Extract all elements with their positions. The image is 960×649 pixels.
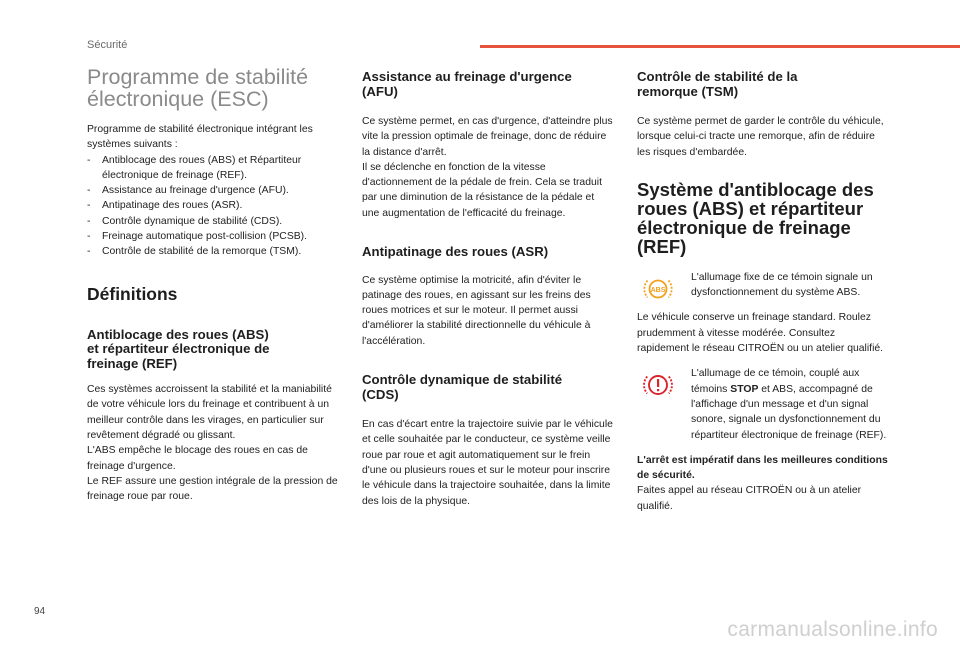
call-network-text: Faites appel au réseau CITROËN ou à un atelier qualifié. xyxy=(637,485,862,512)
abs-paragraph-2: L'ABS empêche le blocage des roues en cas de freinage d'urgence. xyxy=(87,445,308,472)
column-1 xyxy=(87,66,339,505)
abs-ref-system-heading: Système d'antiblocage des roues (ABS) et répartiteur électronique de freinage (REF) xyxy=(637,178,874,257)
abs-icon-label: ABS xyxy=(650,286,666,294)
esc-intro: Programme de stabilité électronique intégrant les systèmes suivants : xyxy=(87,124,313,151)
stop-imperative-text: L'arrêt est impératif dans les meilleures conditions de sécurité. xyxy=(637,454,888,482)
list-item: - Freinage automatique post-collision (PCSB). xyxy=(87,229,339,244)
abs-warning-light-icon xyxy=(641,272,675,306)
chapter-title: Programme de stabilité électronique (ESC) xyxy=(87,65,309,111)
afu-heading: Assistance au freinage d'urgence (AFU) xyxy=(362,69,572,99)
watermark: carmanualsonline.info xyxy=(727,618,938,641)
list-item: - Assistance au freinage d'urgence (AFU). xyxy=(87,183,339,198)
list-item: - Contrôle dynamique de stabilité (CDS). xyxy=(87,214,339,229)
asr-heading: Antipatinage des roues (ASR) xyxy=(362,244,549,260)
tsm-heading: Contrôle de stabilité de la remorque (TSM) xyxy=(637,69,798,99)
section-label: Sécurité xyxy=(87,39,128,51)
abs-paragraph-3: Le REF assure une gestion intégrale de la pression de freinage roue par roue. xyxy=(87,475,338,503)
brake-warning-light-icon xyxy=(641,368,675,402)
ref-warning-text: L'allumage de ce témoin, couplé aux témoins STOP et ABS, accompagné de l'affichage d'un message et d'un signal sonore, signale un dysfonctionnement du répartiteur électronique de freinage (REF). xyxy=(691,368,887,441)
standard-braking-paragraph: Le véhicule conserve un freinage standard. Roulez prudemment à vitesse modérée. Consultez rapidement le réseau CITROËN ou un atelier qualifié. xyxy=(637,312,884,355)
abs-paragraph-1: Ces systèmes accroissent la stabilité et la maniabilité de votre véhicule lors du freinage et contribuent à un meilleur contrôle dans les virages, en particulier sur revêtement dégradé ou glissant. xyxy=(87,384,332,442)
afu-paragraph-1: Ce système permet, en cas d'urgence, d'atteindre plus vite la pression optimale de freinage, donc de réduire la distance d'arrêt. xyxy=(362,116,613,158)
tsm-paragraph: Ce système permet de garder le contrôle du véhicule, lorsque celui-ci tracte une remorque, afin de réduire les risques d'embardée. xyxy=(637,116,884,158)
esc-systems-list xyxy=(87,153,339,260)
section-accent-bar xyxy=(480,45,960,48)
abs-ref-heading: Antiblocage des roues (ABS) et répartiteur électronique de freinage (REF) xyxy=(87,326,270,371)
list-item: - Antipatinage des roues (ASR). xyxy=(87,198,339,213)
abs-warning-text: L'allumage fixe de ce témoin signale un dysfonctionnement du système ABS. xyxy=(691,271,873,299)
asr-paragraph: Ce système optimise la motricité, afin d'éviter le patinage des roues, en agissant sur les freins des roues motrices et sur le moteur. Il permet aussi d'améliorer la stabilité directionnelle du véhicule à l'accélération. xyxy=(362,274,591,347)
afu-paragraph-2: Il se déclenche en fonction de la vitesse d'actionnement de la pédale de frein. Cela se traduit par une diminution de la résistance de la pédale et une augmentation de l'efficacité du freinage. xyxy=(362,161,602,219)
list-item: - Contrôle de stabilité de la remorque (TSM). xyxy=(87,244,339,259)
ref-warning-block xyxy=(637,366,889,442)
list-item: - Antiblocage des roues (ABS) et Répartiteur électronique de freinage (REF). xyxy=(87,153,339,184)
abs-warning-block xyxy=(637,270,889,301)
cds-heading: Contrôle dynamique de stabilité (CDS) xyxy=(362,372,563,402)
page-number: 94 xyxy=(34,606,46,617)
column-3 xyxy=(637,66,889,514)
cds-paragraph: En cas d'écart entre la trajectoire suivie par le véhicule et celle souhaitée par le conducteur, ce système veille roue par roue et agit automatiquement sur le frein d'une ou plusieurs roues et sur le moteur pour inscrire le véhicule dans la trajectoire souhaitée, dans la limite des lois de la physique. xyxy=(362,419,613,507)
column-2 xyxy=(362,66,614,509)
definitions-heading: Définitions xyxy=(87,283,178,304)
